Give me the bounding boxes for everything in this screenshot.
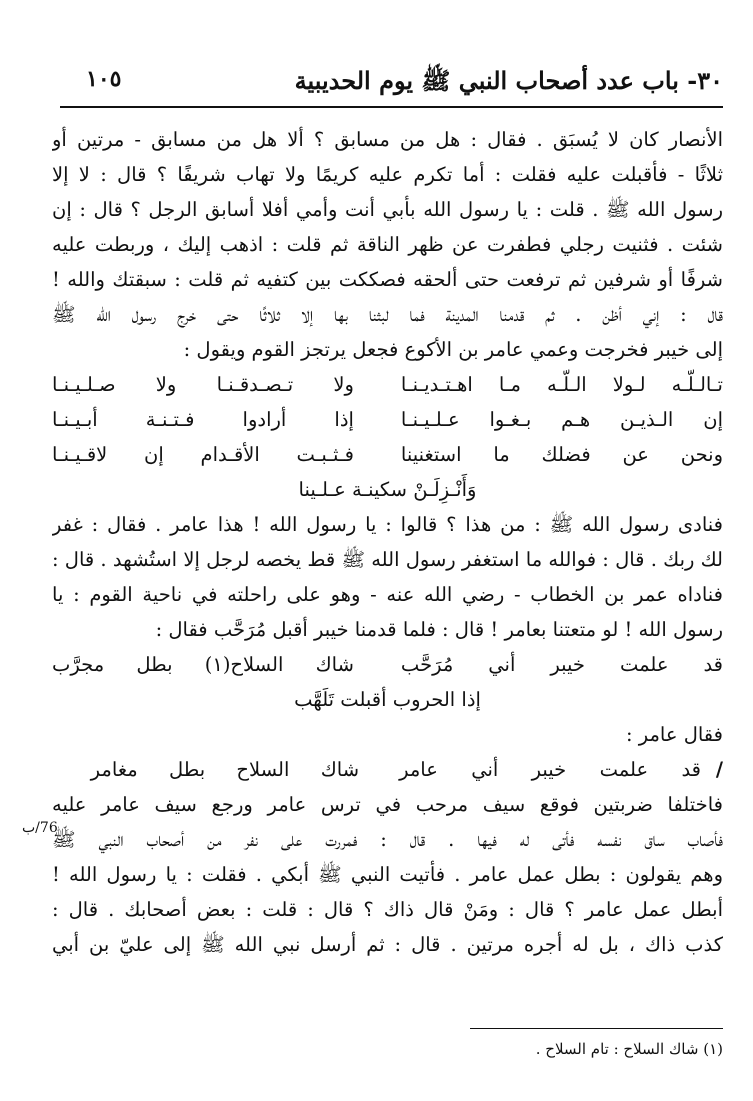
verse-hemistich-second: فـثـبـت الأقـدام إن لاقـيـنـا [52, 443, 354, 466]
chapter-title: ٣٠- باب عدد أصحاب النبي ﷺ يوم الحديبية [294, 66, 723, 95]
verse-hemistich-first: إن الـذيـن هـم بـغـوا عـلـيـنـا [400, 408, 723, 431]
poem-verse [52, 437, 723, 472]
footnote-rule [470, 1028, 723, 1029]
text-line: رسول الله ! لو متعتنا بعامر ! قال : فلما قدمنا خيبر أقبل مُرَحَّب فقال : [155, 618, 723, 641]
verse-hemistich-second: ولا تـصـدقـنـا ولا صـلـيـنـا [52, 373, 354, 396]
header-rule [60, 106, 723, 108]
verse-mark: / [715, 758, 723, 781]
verse-hemistich-first: ونحن عن فضلك ما استغنينا [400, 443, 723, 466]
text-line: كذب ذاك ، بل له أجره مرتين . قال : ثم أرسل نبي الله ﷺ إلى عليّ بن أبي [52, 933, 723, 956]
page-number: ١٠٥ [86, 66, 122, 92]
poem-verse-centered: وَأَنْـزِلَـنْ سكينـة عـلـينا [298, 478, 477, 501]
text-line: شرفًا أو شرفين ثم ترفعت حتى ألحقه فصككت بين كتفيه ثم قلت : سبقتك والله ! [52, 268, 723, 291]
text-line: فاختلفا ضربتين فوقع سيف مرحب في ترس عامر ورجع سيف عامر عليه [52, 793, 723, 816]
text-line: إلى خيبر فخرجت وعمي عامر بن الأكوع فجعل يرتجز القوم ويقول : [183, 338, 723, 361]
text-line: فنادى رسول الله ﷺ : من هذا ؟ قالوا : يا رسول الله ! هذا عامر . فقال : غفر [52, 513, 723, 536]
text-line: فناداه عمر بن الخطاب - رضي الله عنه - وهو على راحلته في ناحية القوم : يا [52, 583, 723, 606]
manuscript-folio-note: 76/ب [22, 820, 58, 836]
poem-verse [52, 647, 723, 682]
poem-verse [52, 402, 723, 437]
text-line: وهم يقولون : بطل عمل عامر . فأتيت النبي ﷺ أبكي . فقلت : يا رسول الله ! [52, 863, 723, 886]
text-line: ثلاثًا - فأقبلت عليه فقلت : أما تكرم عليه كريمًا ولا تهاب شريفًا ؟ قال : لا إلا [52, 163, 723, 186]
text-line: رسول الله ﷺ . قلت : يا رسول الله بأبي أنت وأمي أفلا أسابق الرجل ؟ قال : إن [52, 198, 723, 221]
poem-verse [52, 367, 723, 402]
text-line: شئت . فثنيت رجلي فطفرت عن ظهر الناقة ثم قلت : اذهب إليك ، وربطت عليه [52, 233, 723, 256]
verse-hemistich-second: إذا أرادوا فـتـنـة أبـيـنـا [52, 408, 354, 431]
verse-hemistich-second: شاك السلاح(١) بطل مجرَّب [52, 653, 354, 676]
text-line: قال : إني أظن . ثم قدمنا المدينة فما لبثنا بها إلا ثلاثًا حتى خرج رسول الله ﷺ [52, 303, 723, 326]
text-line: الأنصار كان لا يُسبَق . فقال : هل من مسابق ؟ ألا هل من مسابق - مرتين أو [52, 128, 723, 151]
text-line: أبطل عمل عامر ؟ قال : ومَنْ قال ذاك ؟ قال : قلت : بعض أصحابك . قال : [52, 898, 723, 921]
text-line: لك ربك . قال : فوالله ما استغفر رسول الله ﷺ قط يخصه لرجل إلا استُشهد . قال : [52, 548, 723, 571]
text-line: فأصاب ساق نفسه فأتى له فيها . قال : فمررت على نفر من أصحاب النبي ﷺ [52, 828, 723, 851]
text-line: فقال عامر : [625, 723, 723, 746]
verse-hemistich-first: قد علمت خيبر أني عامر [399, 758, 701, 781]
verse-hemistich-first: قد علمت خيبر أني مُرَحَّب [400, 653, 723, 676]
running-header [60, 62, 723, 102]
poem-verse-centered: إذا الحروب أقبلت تَلَهَّب [294, 688, 481, 711]
verse-hemistich-first: تـالـلّـه لـولا الـلّـه مـا اهـتـديـنـا [400, 373, 723, 396]
poem-verse [52, 752, 723, 787]
footnote: (١) شاك السلاح : تام السلاح . [535, 1040, 723, 1058]
verse-hemistich-second: شاك السلاح بطل مغامر [90, 758, 360, 781]
main-text [52, 122, 723, 962]
